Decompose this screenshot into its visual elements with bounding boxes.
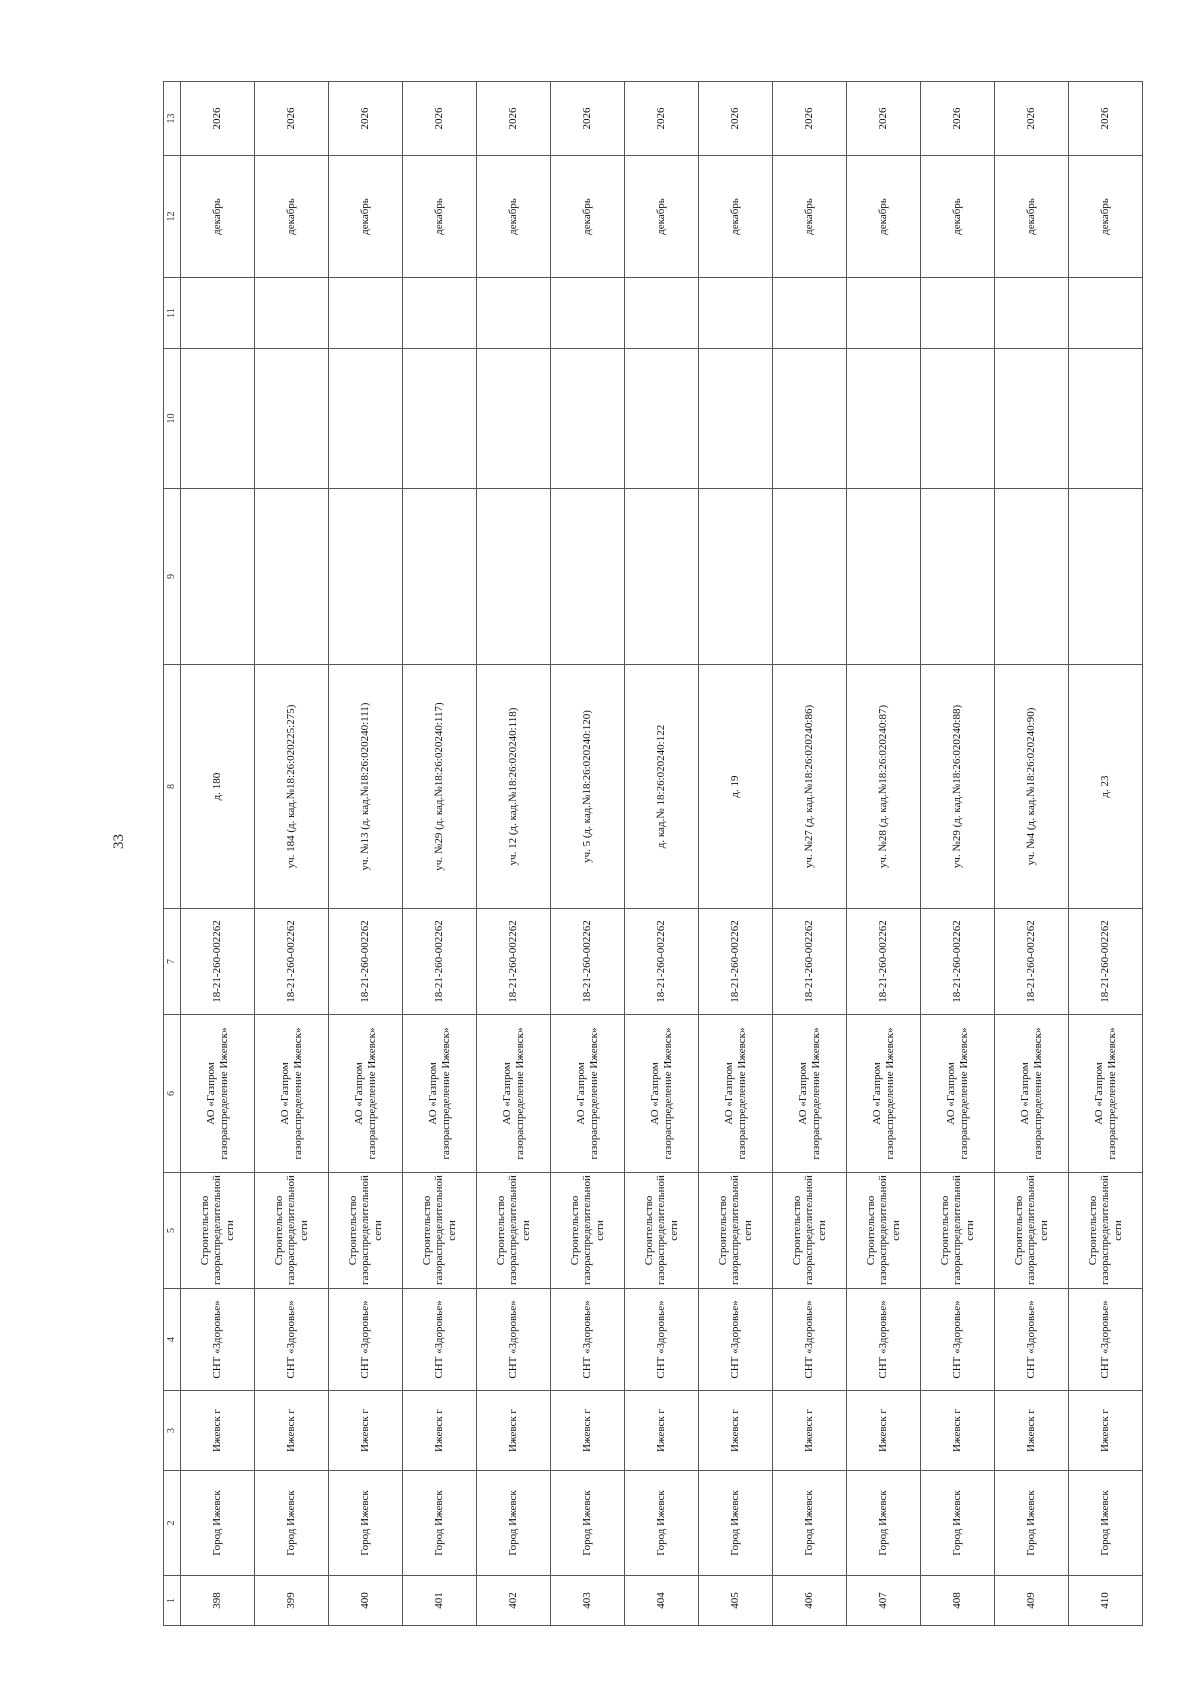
code-cell: 18-21-260-002262 bbox=[773, 909, 847, 1015]
row-number-cell: 403 bbox=[551, 1576, 625, 1626]
work-type-cell: Строительство газораспределительной сети bbox=[773, 1173, 847, 1289]
organization-cell: АО «Газпром газораспределение Ижевск» bbox=[551, 1015, 625, 1173]
district-cell: Город Ижевск bbox=[699, 1471, 773, 1576]
work-type-cell: Строительство газораспределительной сети bbox=[551, 1173, 625, 1289]
locality-cell: Ижевск г bbox=[551, 1391, 625, 1471]
object-cell: СНТ «Здоровье» bbox=[847, 1289, 921, 1391]
address-cell: д. кад.№ 18:26:020240:122 bbox=[625, 665, 699, 909]
empty-cell-10 bbox=[477, 349, 551, 489]
code-cell: 18-21-260-002262 bbox=[403, 909, 477, 1015]
empty-cell-9 bbox=[847, 489, 921, 665]
object-cell: СНТ «Здоровье» bbox=[921, 1289, 995, 1391]
row-number-cell: 398 bbox=[181, 1576, 255, 1626]
header-cell: 5 bbox=[164, 1173, 181, 1289]
row-number-cell: 400 bbox=[329, 1576, 403, 1626]
empty-cell-11 bbox=[403, 278, 477, 349]
code-cell: 18-21-260-002262 bbox=[255, 909, 329, 1015]
empty-cell-11 bbox=[181, 278, 255, 349]
code-cell: 18-21-260-002262 bbox=[551, 909, 625, 1015]
month-cell: декабрь bbox=[699, 156, 773, 278]
district-cell: Город Ижевск bbox=[181, 1471, 255, 1576]
year-cell: 2026 bbox=[625, 82, 699, 156]
address-cell: уч. 5 (д. кад.№18:26:020240:120) bbox=[551, 665, 625, 909]
rotated-table-wrapper bbox=[163, 82, 1124, 1626]
row-number-cell: 405 bbox=[699, 1576, 773, 1626]
work-type-cell: Строительство газораспределительной сети bbox=[699, 1173, 773, 1289]
empty-cell-11 bbox=[329, 278, 403, 349]
table-body bbox=[164, 82, 1143, 1626]
empty-cell-10 bbox=[403, 349, 477, 489]
month-cell: декабрь bbox=[551, 156, 625, 278]
organization-cell: АО «Газпром газораспределение Ижевск» bbox=[921, 1015, 995, 1173]
district-cell: Город Ижевск bbox=[1069, 1471, 1143, 1576]
empty-cell-9 bbox=[477, 489, 551, 665]
row-number-cell: 407 bbox=[847, 1576, 921, 1626]
empty-cell-10 bbox=[255, 349, 329, 489]
work-type-cell: Строительство газораспределительной сети bbox=[329, 1173, 403, 1289]
object-cell: СНТ «Здоровье» bbox=[181, 1289, 255, 1391]
object-cell: СНТ «Здоровье» bbox=[329, 1289, 403, 1391]
year-cell: 2026 bbox=[329, 82, 403, 156]
empty-cell-10 bbox=[329, 349, 403, 489]
work-type-cell: Строительство газораспределительной сети bbox=[625, 1173, 699, 1289]
address-cell: уч. №29 (д. кад.№18:26:020240:88) bbox=[921, 665, 995, 909]
district-cell: Город Ижевск bbox=[625, 1471, 699, 1576]
empty-cell-9 bbox=[1069, 489, 1143, 665]
empty-cell-11 bbox=[699, 278, 773, 349]
empty-cell-10 bbox=[921, 349, 995, 489]
work-type-cell: Строительство газораспределительной сети bbox=[477, 1173, 551, 1289]
row-number-cell: 402 bbox=[477, 1576, 551, 1626]
header-cell: 2 bbox=[164, 1471, 181, 1576]
address-cell: д. 19 bbox=[699, 665, 773, 909]
empty-cell-9 bbox=[551, 489, 625, 665]
locality-cell: Ижевск г bbox=[773, 1391, 847, 1471]
row-number-cell: 401 bbox=[403, 1576, 477, 1626]
code-cell: 18-21-260-002262 bbox=[329, 909, 403, 1015]
month-cell: декабрь bbox=[995, 156, 1069, 278]
organization-cell: АО «Газпром газораспределение Ижевск» bbox=[995, 1015, 1069, 1173]
empty-cell-9 bbox=[773, 489, 847, 665]
locality-cell: Ижевск г bbox=[477, 1391, 551, 1471]
district-cell: Город Ижевск bbox=[773, 1471, 847, 1576]
empty-cell-9 bbox=[403, 489, 477, 665]
year-cell: 2026 bbox=[995, 82, 1069, 156]
object-cell: СНТ «Здоровье» bbox=[773, 1289, 847, 1391]
year-cell: 2026 bbox=[1069, 82, 1143, 156]
table-row bbox=[551, 82, 625, 1626]
address-cell: уч. №4 (д. кад.№18:26:020240:90) bbox=[995, 665, 1069, 909]
object-cell: СНТ «Здоровье» bbox=[551, 1289, 625, 1391]
row-number-cell: 404 bbox=[625, 1576, 699, 1626]
data-table bbox=[163, 81, 1143, 1626]
organization-cell: АО «Газпром газораспределение Ижевск» bbox=[1069, 1015, 1143, 1173]
address-cell: уч. 12 (д. кад.№18:26:020240:118) bbox=[477, 665, 551, 909]
district-cell: Город Ижевск bbox=[847, 1471, 921, 1576]
locality-cell: Ижевск г bbox=[403, 1391, 477, 1471]
year-cell: 2026 bbox=[477, 82, 551, 156]
organization-cell: АО «Газпром газораспределение Ижевск» bbox=[403, 1015, 477, 1173]
code-cell: 18-21-260-002262 bbox=[995, 909, 1069, 1015]
object-cell: СНТ «Здоровье» bbox=[625, 1289, 699, 1391]
header-cell: 7 bbox=[164, 909, 181, 1015]
year-cell: 2026 bbox=[847, 82, 921, 156]
work-type-cell: Строительство газораспределительной сети bbox=[1069, 1173, 1143, 1289]
header-cell: 4 bbox=[164, 1289, 181, 1391]
address-cell: д. 23 bbox=[1069, 665, 1143, 909]
header-cell: 12 bbox=[164, 156, 181, 278]
row-number-cell: 410 bbox=[1069, 1576, 1143, 1626]
district-cell: Город Ижевск bbox=[551, 1471, 625, 1576]
empty-cell-9 bbox=[329, 489, 403, 665]
empty-cell-10 bbox=[181, 349, 255, 489]
month-cell: декабрь bbox=[1069, 156, 1143, 278]
empty-cell-11 bbox=[255, 278, 329, 349]
empty-cell-11 bbox=[551, 278, 625, 349]
year-cell: 2026 bbox=[773, 82, 847, 156]
table-row bbox=[773, 82, 847, 1626]
empty-cell-9 bbox=[625, 489, 699, 665]
organization-cell: АО «Газпром газораспределение Ижевск» bbox=[625, 1015, 699, 1173]
table-row bbox=[403, 82, 477, 1626]
header-cell: 6 bbox=[164, 1015, 181, 1173]
organization-cell: АО «Газпром газораспределение Ижевск» bbox=[477, 1015, 551, 1173]
month-cell: декабрь bbox=[921, 156, 995, 278]
empty-cell-9 bbox=[255, 489, 329, 665]
locality-cell: Ижевск г bbox=[847, 1391, 921, 1471]
empty-cell-11 bbox=[995, 278, 1069, 349]
code-cell: 18-21-260-002262 bbox=[181, 909, 255, 1015]
month-cell: декабрь bbox=[625, 156, 699, 278]
row-number-cell: 406 bbox=[773, 1576, 847, 1626]
empty-cell-10 bbox=[625, 349, 699, 489]
month-cell: декабрь bbox=[847, 156, 921, 278]
empty-cell-10 bbox=[773, 349, 847, 489]
locality-cell: Ижевск г bbox=[699, 1391, 773, 1471]
locality-cell: Ижевск г bbox=[921, 1391, 995, 1471]
year-cell: 2026 bbox=[921, 82, 995, 156]
empty-cell-11 bbox=[625, 278, 699, 349]
address-cell: д. 180 bbox=[181, 665, 255, 909]
header-cell: 10 bbox=[164, 349, 181, 489]
district-cell: Город Ижевск bbox=[255, 1471, 329, 1576]
locality-cell: Ижевск г bbox=[255, 1391, 329, 1471]
organization-cell: АО «Газпром газораспределение Ижевск» bbox=[699, 1015, 773, 1173]
locality-cell: Ижевск г bbox=[995, 1391, 1069, 1471]
year-cell: 2026 bbox=[699, 82, 773, 156]
header-row bbox=[164, 82, 181, 1626]
object-cell: СНТ «Здоровье» bbox=[699, 1289, 773, 1391]
table-row bbox=[699, 82, 773, 1626]
month-cell: декабрь bbox=[773, 156, 847, 278]
district-cell: Город Ижевск bbox=[995, 1471, 1069, 1576]
organization-cell: АО «Газпром газораспределение Ижевск» bbox=[255, 1015, 329, 1173]
table-row bbox=[255, 82, 329, 1626]
code-cell: 18-21-260-002262 bbox=[477, 909, 551, 1015]
work-type-cell: Строительство газораспределительной сети bbox=[847, 1173, 921, 1289]
address-cell: уч. №27 (д. кад.№18:26:020240:86) bbox=[773, 665, 847, 909]
table-row bbox=[921, 82, 995, 1626]
empty-cell-10 bbox=[1069, 349, 1143, 489]
row-number-cell: 409 bbox=[995, 1576, 1069, 1626]
table-row bbox=[329, 82, 403, 1626]
empty-cell-10 bbox=[699, 349, 773, 489]
address-cell: уч. 184 (д. кад.№18:26:020225:275) bbox=[255, 665, 329, 909]
month-cell: декабрь bbox=[403, 156, 477, 278]
empty-cell-9 bbox=[921, 489, 995, 665]
code-cell: 18-21-260-002262 bbox=[625, 909, 699, 1015]
organization-cell: АО «Газпром газораспределение Ижевск» bbox=[773, 1015, 847, 1173]
object-cell: СНТ «Здоровье» bbox=[1069, 1289, 1143, 1391]
district-cell: Город Ижевск bbox=[921, 1471, 995, 1576]
object-cell: СНТ «Здоровье» bbox=[403, 1289, 477, 1391]
table-row bbox=[477, 82, 551, 1626]
locality-cell: Ижевск г bbox=[329, 1391, 403, 1471]
month-cell: декабрь bbox=[477, 156, 551, 278]
empty-cell-10 bbox=[551, 349, 625, 489]
month-cell: декабрь bbox=[255, 156, 329, 278]
work-type-cell: Строительство газораспределительной сети bbox=[995, 1173, 1069, 1289]
empty-cell-11 bbox=[847, 278, 921, 349]
row-number-cell: 408 bbox=[921, 1576, 995, 1626]
locality-cell: Ижевск г bbox=[181, 1391, 255, 1471]
locality-cell: Ижевск г bbox=[625, 1391, 699, 1471]
work-type-cell: Строительство газораспределительной сети bbox=[403, 1173, 477, 1289]
organization-cell: АО «Газпром газораспределение Ижевск» bbox=[181, 1015, 255, 1173]
header-cell: 1 bbox=[164, 1576, 181, 1626]
empty-cell-9 bbox=[181, 489, 255, 665]
year-cell: 2026 bbox=[255, 82, 329, 156]
code-cell: 18-21-260-002262 bbox=[847, 909, 921, 1015]
empty-cell-10 bbox=[847, 349, 921, 489]
empty-cell-9 bbox=[995, 489, 1069, 665]
empty-cell-9 bbox=[699, 489, 773, 665]
code-cell: 18-21-260-002262 bbox=[1069, 909, 1143, 1015]
work-type-cell: Строительство газораспределительной сети bbox=[255, 1173, 329, 1289]
header-cell: 8 bbox=[164, 665, 181, 909]
object-cell: СНТ «Здоровье» bbox=[255, 1289, 329, 1391]
empty-cell-10 bbox=[995, 349, 1069, 489]
code-cell: 18-21-260-002262 bbox=[921, 909, 995, 1015]
organization-cell: АО «Газпром газораспределение Ижевск» bbox=[847, 1015, 921, 1173]
empty-cell-11 bbox=[477, 278, 551, 349]
district-cell: Город Ижевск bbox=[329, 1471, 403, 1576]
table-row bbox=[1069, 82, 1143, 1626]
district-cell: Город Ижевск bbox=[403, 1471, 477, 1576]
year-cell: 2026 bbox=[181, 82, 255, 156]
address-cell: уч. №29 (д. кад.№18:26:020240:117) bbox=[403, 665, 477, 909]
header-cell: 13 bbox=[164, 82, 181, 156]
district-cell: Город Ижевск bbox=[477, 1471, 551, 1576]
table-row bbox=[625, 82, 699, 1626]
address-cell: уч. №28 (д. кад.№18:26:020240:87) bbox=[847, 665, 921, 909]
year-cell: 2026 bbox=[403, 82, 477, 156]
object-cell: СНТ «Здоровье» bbox=[995, 1289, 1069, 1391]
empty-cell-11 bbox=[773, 278, 847, 349]
empty-cell-11 bbox=[1069, 278, 1143, 349]
work-type-cell: Строительство газораспределительной сети bbox=[181, 1173, 255, 1289]
page-number: 33 bbox=[111, 834, 127, 849]
row-number-cell: 399 bbox=[255, 1576, 329, 1626]
locality-cell: Ижевск г bbox=[1069, 1391, 1143, 1471]
organization-cell: АО «Газпром газораспределение Ижевск» bbox=[329, 1015, 403, 1173]
empty-cell-11 bbox=[921, 278, 995, 349]
table-row bbox=[181, 82, 255, 1626]
header-cell: 11 bbox=[164, 278, 181, 349]
month-cell: декабрь bbox=[181, 156, 255, 278]
work-type-cell: Строительство газораспределительной сети bbox=[921, 1173, 995, 1289]
table-row bbox=[847, 82, 921, 1626]
object-cell: СНТ «Здоровье» bbox=[477, 1289, 551, 1391]
year-cell: 2026 bbox=[551, 82, 625, 156]
header-cell: 3 bbox=[164, 1391, 181, 1471]
table-row bbox=[995, 82, 1069, 1626]
address-cell: уч. №13 (д. кад.№18:26:020240:111) bbox=[329, 665, 403, 909]
code-cell: 18-21-260-002262 bbox=[699, 909, 773, 1015]
header-cell: 9 bbox=[164, 489, 181, 665]
month-cell: декабрь bbox=[329, 156, 403, 278]
